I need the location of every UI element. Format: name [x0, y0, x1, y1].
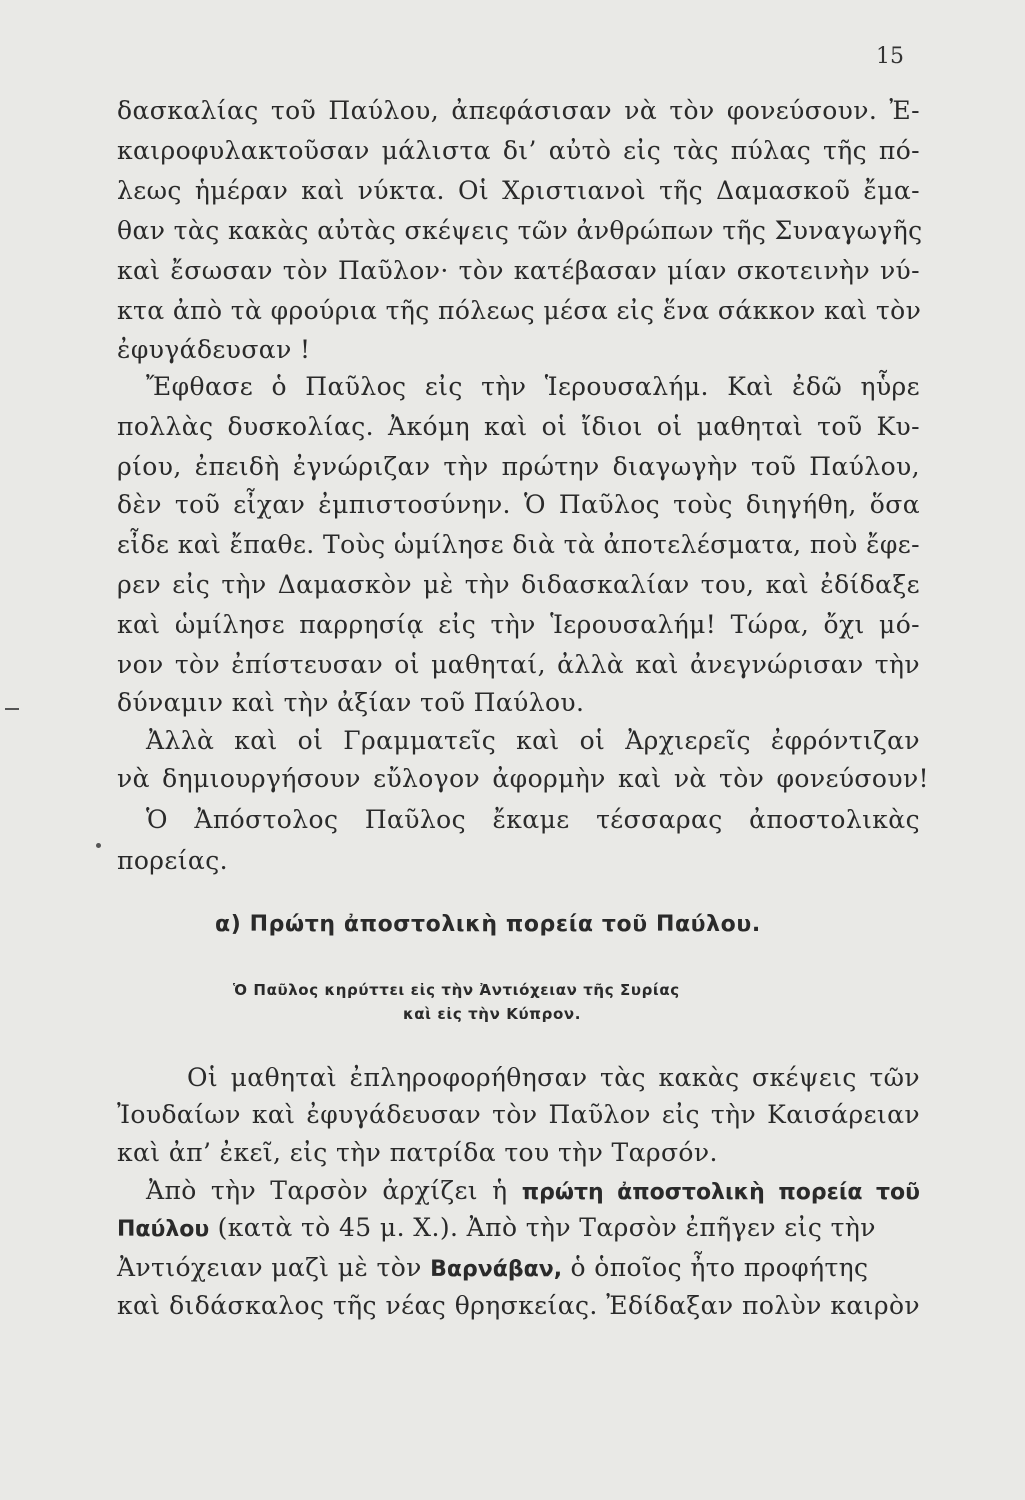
text-line-mixed — [117, 1253, 920, 1285]
text-line: Ὁ Ἀπόστολος Παῦλος ἔκαμε τέσσαρας ἀποστολικὰς — [146, 805, 920, 834]
text-line: δύναμιν καὶ τὴν ἀξίαν τοῦ Παύλου. — [117, 688, 585, 717]
text-line: ρεν εἰς τὴν Δαμασκὸν μὲ τὴν διδασκαλίαν του, καὶ ἐδίδαξε — [117, 570, 920, 599]
text-line-mixed — [146, 1176, 920, 1208]
text-line: πολλὰς δυσκολίας. Ἀκόμη καὶ οἱ ἴδιοι οἱ μαθηταὶ τοῦ Κυ- — [117, 412, 920, 441]
text-line: κτα ἀπὸ τὰ φρούρια τῆς πόλεως μέσα εἰς ἕνα σάκκον καὶ τὸν — [117, 296, 922, 325]
text-line: καιροφυλακτοῦσαν μάλιστα δι’ αὐτὸ εἰς τὰς πύλας τῆς πό- — [117, 136, 920, 165]
page-number: 15 — [876, 44, 904, 69]
text-line: Ἰουδαίων καὶ ἐφυγάδευσαν τὸν Παῦλον εἰς τὴν Καισάρειαν — [117, 1100, 920, 1129]
text-span: (κατὰ τὸ 45 μ. Χ.). Ἀπὸ τὴν Ταρσὸν ἐπῆγεν εἰς τὴν — [209, 1213, 876, 1242]
text-line: καὶ ὡμίλησε παρρησίᾳ εἰς τὴν Ἱερουσαλήμ! Τώρα, ὄχι μό- — [117, 610, 920, 639]
text-line: λεως ἡμέραν καὶ νύκτα. Οἱ Χριστιανοὶ τῆς Δαμασκοῦ ἔμα- — [117, 176, 920, 205]
section-heading: α) Πρώτη ἀποστολικὴ πορεία τοῦ Παύλου. — [215, 912, 761, 937]
text-line: δὲν τοῦ εἶχαν ἐμπιστοσύνην. Ὁ Παῦλος τοὺς διηγήθη, ὅσα — [117, 490, 920, 519]
text-line: καὶ διδάσκαλος τῆς νέας θρησκείας. Ἐδίδαξαν πολὺν καιρὸν — [117, 1291, 920, 1320]
text-line: δασκαλίας τοῦ Παύλου, ἀπεφάσισαν νὰ τὸν φονεύσουν. Ἐ- — [117, 96, 920, 125]
text-line: Ἔφθασε ὁ Παῦλος εἰς τὴν Ἱερουσαλήμ. Καὶ ἐδῶ ηὗρε — [146, 372, 920, 401]
text-span: Ἀντιόχειαν μαζὶ μὲ τὸν — [117, 1253, 422, 1282]
text-line: Οἱ μαθηταὶ ἐπληροφορήθησαν τὰς κακὰς σκέψεις τῶν — [187, 1063, 920, 1092]
text-line: ρίου, ἐπειδὴ ἐγνώριζαν τὴν πρώτην διαγωγὴν τοῦ Παύλου, — [117, 452, 920, 481]
emphasis-text: πρώτη ἀποστολικὴ πορεία τοῦ — [521, 1180, 920, 1205]
text-line-mixed — [117, 1213, 920, 1245]
subheading-line-1: Ὁ Παῦλος κηρύττει εἰς τὴν Ἀντιόχειαν τῆς Συρίας — [233, 981, 680, 999]
text-line: νον τὸν ἐπίστευσαν οἱ μαθηταί, ἀλλὰ καὶ ἀνεγνώρισαν τὴν — [117, 650, 920, 679]
text-line: πορείας. — [117, 846, 228, 875]
text-line: θαν τὰς κακὰς αὐτὰς σκέψεις τῶν ἀνθρώπων τῆς Συναγωγῆς — [117, 216, 923, 245]
text-line: καὶ ἔσωσαν τὸν Παῦλον· τὸν κατέβασαν μίαν σκοτεινὴν νύ- — [117, 256, 920, 285]
text-line: εἶδε καὶ ἔπαθε. Τοὺς ὡμίλησε διὰ τὰ ἀποτελέσματα, ποὺ ἔφε- — [117, 530, 920, 559]
text-line: Ἀλλὰ καὶ οἱ Γραμματεῖς καὶ οἱ Ἀρχιερεῖς ἐφρόντιζαν — [146, 726, 920, 755]
margin-dot-mark — [96, 843, 101, 848]
margin-dash-mark — [5, 708, 19, 710]
text-line: ἐφυγάδευσαν ! — [117, 335, 311, 364]
emphasis-text: Παύλου — [117, 1217, 210, 1242]
text-line: νὰ δημιουργήσουν εὔλογον ἀφορμὴν καὶ νὰ τὸν φονεύσουν! — [117, 764, 929, 793]
text-span: ὁ ὁποῖος ἦτο προφήτης — [562, 1253, 869, 1282]
emphasis-text: Βαρνάβαν, — [430, 1257, 563, 1282]
text-line: καὶ ἀπ’ ἐκεῖ, εἰς τὴν πατρίδα του τὴν Ταρσόν. — [117, 1138, 718, 1167]
subheading-line-2: καὶ εἰς τὴν Κύπρον. — [403, 1005, 582, 1023]
text-span: Ἀπὸ τὴν Ταρσὸν ἀρχίζει ἡ — [146, 1176, 508, 1205]
